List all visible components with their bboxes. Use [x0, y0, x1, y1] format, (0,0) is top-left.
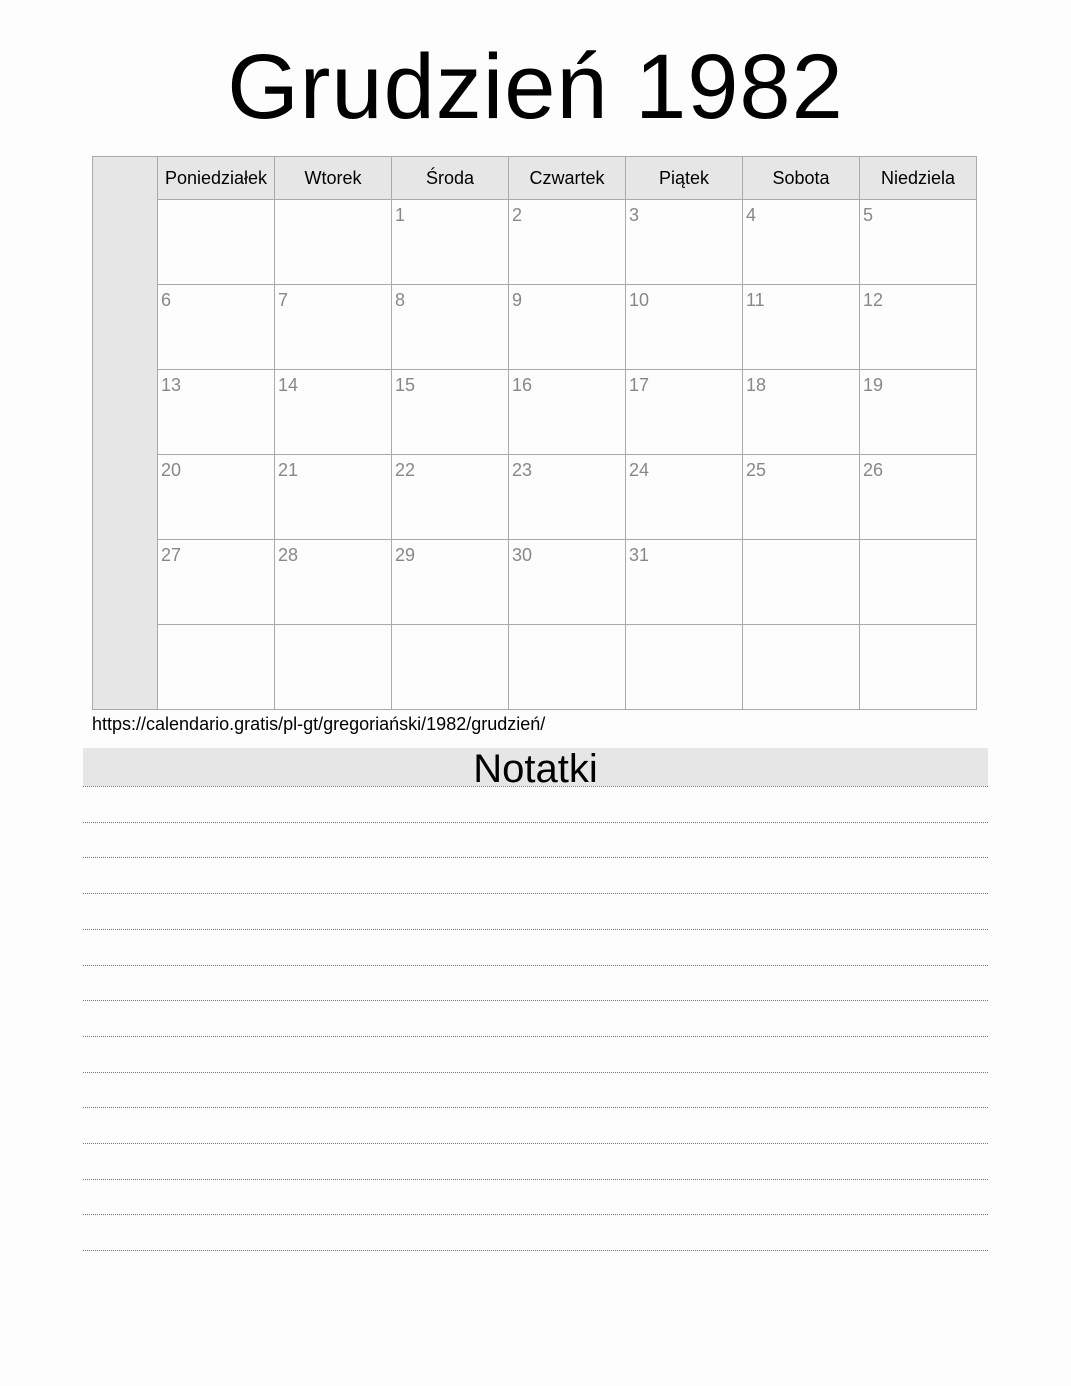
day-number: 14	[278, 375, 299, 395]
weekday-header: Sobota	[743, 157, 860, 199]
day-cell	[626, 285, 743, 369]
day-number: 13	[161, 375, 182, 395]
weekday-header: Środa	[392, 157, 509, 199]
day-cell	[626, 540, 743, 624]
day-cell	[743, 625, 860, 709]
day-number: 26	[863, 460, 884, 480]
day-number: 25	[746, 460, 767, 480]
day-number: 23	[512, 460, 533, 480]
day-number: 21	[278, 460, 299, 480]
note-line	[83, 786, 988, 787]
week-row	[158, 200, 976, 285]
weekday-header: Piątek	[626, 157, 743, 199]
day-cell	[509, 625, 626, 709]
day-cell	[392, 285, 509, 369]
week-row	[158, 540, 976, 625]
day-number: 2	[512, 205, 523, 225]
calendar-grid	[158, 157, 976, 709]
day-cell	[275, 285, 392, 369]
day-number: 22	[395, 460, 416, 480]
day-number: 28	[278, 545, 299, 565]
day-cell	[860, 285, 976, 369]
week-row	[158, 370, 976, 455]
day-number: 10	[629, 290, 650, 310]
day-cell	[392, 455, 509, 539]
weeks-container	[158, 200, 976, 709]
day-cell	[860, 540, 976, 624]
day-cell	[392, 625, 509, 709]
day-number: 3	[629, 205, 640, 225]
day-cell	[275, 540, 392, 624]
note-line	[83, 965, 988, 966]
weekday-header-row	[158, 157, 976, 200]
day-number: 9	[512, 290, 523, 310]
day-number: 15	[395, 375, 416, 395]
note-line	[83, 1000, 988, 1001]
day-number: 5	[863, 205, 874, 225]
note-line	[83, 1036, 988, 1037]
day-cell	[509, 540, 626, 624]
day-cell	[743, 540, 860, 624]
day-cell	[509, 200, 626, 284]
day-cell	[860, 625, 976, 709]
note-line	[83, 1072, 988, 1073]
page-title: Grudzień 1982	[227, 36, 844, 138]
day-cell	[743, 370, 860, 454]
weekday-header: Poniedziałek	[158, 157, 275, 199]
day-cell	[158, 370, 275, 454]
day-cell	[860, 370, 976, 454]
note-line	[83, 857, 988, 858]
source-url: https://calendario.gratis/pl-gt/gregoriański/1982/grudzień/	[92, 714, 546, 734]
day-number: 11	[746, 290, 765, 310]
day-cell	[392, 540, 509, 624]
weekday-header: Wtorek	[275, 157, 392, 199]
day-cell	[509, 455, 626, 539]
day-number: 18	[746, 375, 767, 395]
week-number-column	[93, 157, 158, 709]
note-line	[83, 1107, 988, 1108]
day-cell	[392, 200, 509, 284]
day-cell	[392, 370, 509, 454]
day-number: 1	[395, 205, 406, 225]
day-number: 30	[512, 545, 533, 565]
day-cell	[743, 200, 860, 284]
day-cell	[860, 200, 976, 284]
day-cell	[509, 285, 626, 369]
day-number: 7	[278, 290, 289, 310]
note-line	[83, 822, 988, 823]
note-line	[83, 1143, 988, 1144]
week-row	[158, 625, 976, 709]
note-line	[83, 929, 988, 930]
day-number: 31	[629, 545, 650, 565]
day-number: 6	[161, 290, 172, 310]
weekday-header: Niedziela	[860, 157, 976, 199]
note-line	[83, 1179, 988, 1180]
day-cell	[158, 285, 275, 369]
day-number: 19	[863, 375, 884, 395]
day-cell	[158, 200, 275, 284]
day-number: 12	[863, 290, 884, 310]
day-number: 17	[629, 375, 650, 395]
day-cell	[275, 625, 392, 709]
day-number: 8	[395, 290, 406, 310]
day-cell	[626, 455, 743, 539]
day-number: 20	[161, 460, 182, 480]
note-line	[83, 1250, 988, 1251]
day-cell	[158, 540, 275, 624]
note-line	[83, 893, 988, 894]
day-cell	[275, 200, 392, 284]
week-row	[158, 285, 976, 370]
day-cell	[626, 370, 743, 454]
day-cell	[158, 455, 275, 539]
day-number: 29	[395, 545, 416, 565]
day-number: 27	[161, 545, 182, 565]
day-number: 4	[746, 205, 757, 225]
note-line	[83, 1214, 988, 1215]
day-number: 24	[629, 460, 650, 480]
day-cell	[275, 455, 392, 539]
month-calendar	[92, 156, 977, 710]
notes-heading: Notatki	[83, 748, 988, 786]
weekday-header: Czwartek	[509, 157, 626, 199]
day-cell	[743, 455, 860, 539]
day-cell	[626, 625, 743, 709]
day-cell	[743, 285, 860, 369]
day-cell	[275, 370, 392, 454]
day-number: 16	[512, 375, 533, 395]
day-cell	[509, 370, 626, 454]
week-row	[158, 455, 976, 540]
day-cell	[158, 625, 275, 709]
day-cell	[860, 455, 976, 539]
day-cell	[626, 200, 743, 284]
